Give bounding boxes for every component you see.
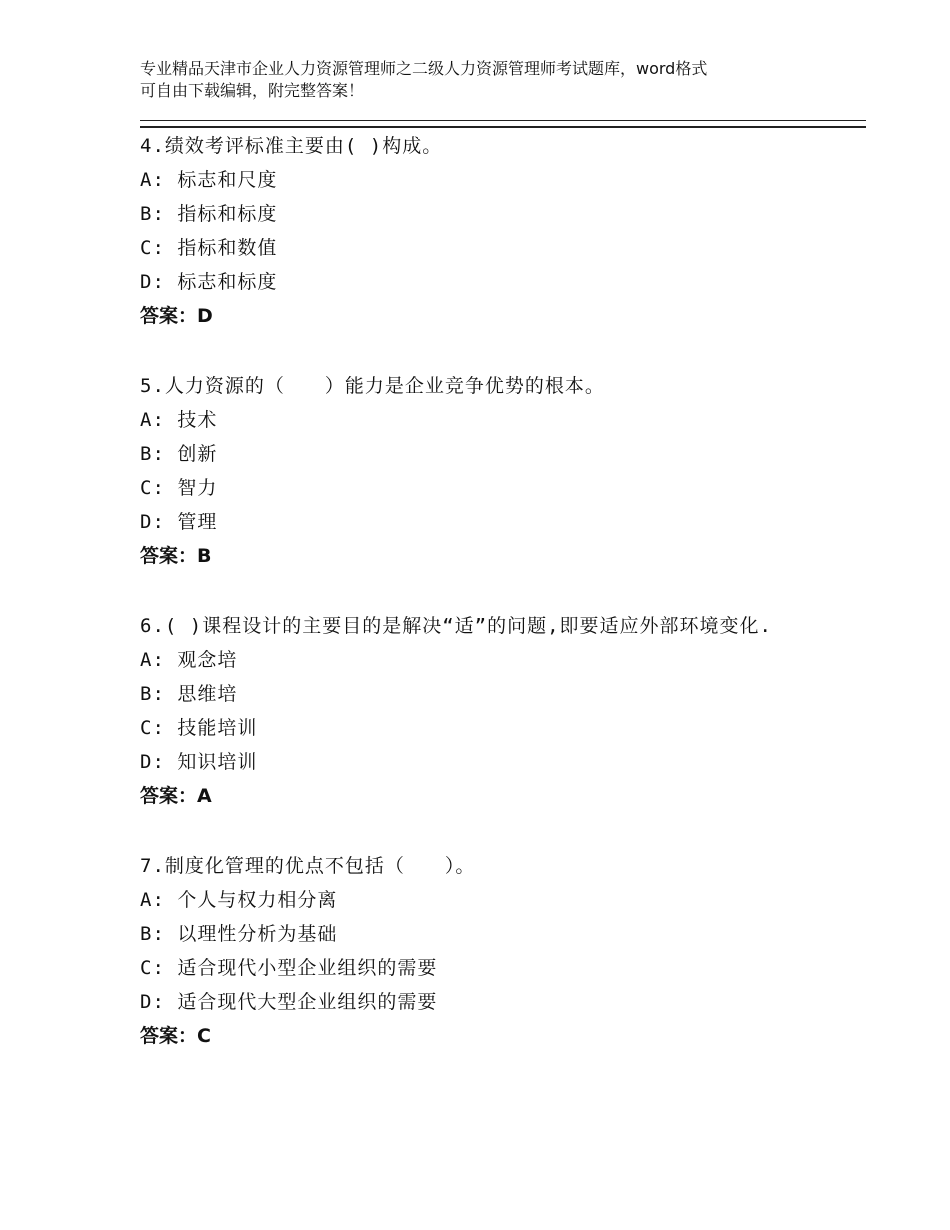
option-b: B: 思维培 (140, 683, 238, 705)
option-b: B: 指标和标度 (140, 203, 278, 225)
question-5 (140, 369, 800, 573)
answer-label: 答案：C (140, 1025, 211, 1047)
option-c: C: 技能培训 (140, 717, 258, 739)
question-4 (140, 129, 800, 333)
option-c: C: 适合现代小型企业组织的需要 (140, 957, 438, 979)
option-d: D: 标志和标度 (140, 271, 278, 293)
option-c: C: 指标和数值 (140, 237, 278, 259)
question-list (140, 129, 800, 1089)
option-c: C: 智力 (140, 477, 218, 499)
header-line-2: 可自由下载编辑，附完整答案！ (140, 81, 365, 100)
option-a: A: 技术 (140, 409, 218, 431)
header-divider (140, 120, 866, 128)
option-b: B: 创新 (140, 443, 218, 465)
option-a: A: 标志和尺度 (140, 169, 278, 191)
answer-label: 答案：D (140, 305, 213, 327)
option-d: D: 知识培训 (140, 751, 258, 773)
option-a: A: 观念培 (140, 649, 238, 671)
question-text: 7.制度化管理的优点不包括（ ）。 (140, 855, 476, 877)
answer-label: 答案：B (140, 545, 212, 567)
question-text: 6.( )课程设计的主要目的是解决“适”的问题,即要适应外部环境变化. (140, 615, 772, 637)
option-b: B: 以理性分析为基础 (140, 923, 338, 945)
option-a: A: 个人与权力相分离 (140, 889, 338, 911)
question-6 (140, 609, 800, 813)
option-d: D: 适合现代大型企业组织的需要 (140, 991, 438, 1013)
header-line-1: 专业精品天津市企业人力资源管理师之二级人力资源管理师考试题库，word格式 (140, 59, 708, 78)
question-7 (140, 849, 800, 1053)
option-d: D: 管理 (140, 511, 218, 533)
question-text: 4.绩效考评标准主要由( )构成。 (140, 135, 443, 157)
answer-label: 答案：A (140, 785, 212, 807)
document-header (140, 58, 820, 102)
question-text: 5.人力资源的（ ）能力是企业竞争优势的根本。 (140, 375, 605, 397)
